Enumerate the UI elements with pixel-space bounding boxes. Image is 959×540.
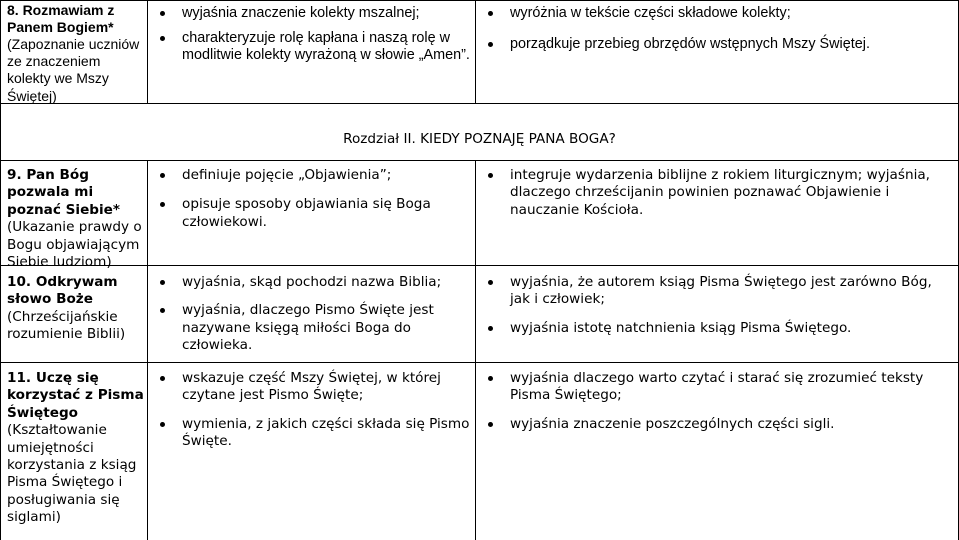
list-item: wyjaśnia, dlaczego Pismo Święte jest nazywane księgą miłości Boga do człowieka. xyxy=(152,302,470,354)
lesson-title: 8. Rozmawiam z Panem Bogiem* xyxy=(7,2,115,35)
list-item: wyjaśnia, że autorem ksiąg Pisma Świętego jest zarówno Bóg, jak i człowiek; xyxy=(480,274,954,309)
list-item: wyjaśnia istotę natchnienia ksiąg Pisma Świętego. xyxy=(480,320,954,337)
row-divider xyxy=(0,362,959,363)
list-item: integruje wydarzenia biblijne z rokiem liturgicznym; wyjaśnia, dlaczego chrześcijanin powinien poznawać Objawienie i nauczanie Kościoła. xyxy=(480,167,954,219)
chapter-heading: Rozdział II. KIEDY POZNAJĘ PANA BOGA? xyxy=(343,131,616,147)
list-item: porządkuje przebieg obrzędów wstępnych Mszy Świętej. xyxy=(480,36,954,53)
extended-requirements-cell xyxy=(480,5,954,53)
column-divider xyxy=(147,160,148,540)
basic-requirements-cell xyxy=(152,274,470,355)
lesson-title-cell xyxy=(0,370,147,527)
list-item: definiuje pojęcie „Objawienia”; xyxy=(152,167,470,184)
lesson-subtitle: (Ukazanie prawdy o Bogu objawiającym Siebie ludziom) xyxy=(7,219,142,271)
list-item: wyróżnia w tekście części składowe kolekty; xyxy=(480,5,954,22)
lesson-title-cell xyxy=(0,274,147,344)
row-divider xyxy=(0,160,959,161)
table-border-top xyxy=(0,0,959,1)
basic-requirements-cell xyxy=(152,370,470,451)
list-item: wyjaśnia znaczenie kolekty mszalnej; xyxy=(152,5,470,22)
list-item: wyjaśnia znaczenie poszczególnych części sigli. xyxy=(480,416,954,433)
column-divider xyxy=(475,0,476,104)
column-divider xyxy=(475,160,476,540)
list-item: wyjaśnia dlaczego warto czytać i starać się zrozumieć teksty Pisma Świętego; xyxy=(480,370,954,405)
list-item: opisuje sposoby objawiania się Boga człowiekowi. xyxy=(152,196,470,231)
extended-requirements-cell xyxy=(480,370,954,433)
list-item: wymienia, z jakich części składa się Pismo Święte. xyxy=(152,416,470,451)
list-item: wyjaśnia, skąd pochodzi nazwa Biblia; xyxy=(152,274,470,291)
basic-requirements-cell xyxy=(152,5,470,64)
list-item: wskazuje część Mszy Świętej, w której czytane jest Pismo Święte; xyxy=(152,370,470,405)
lesson-subtitle: (Kształtowanie umiejętności korzystania z ksiąg Pisma Świętego i posługiwania się siglami) xyxy=(7,422,137,526)
list-item: charakteryzuje rolę kapłana i naszą rolę w modlitwie kolekty wyrażoną w słowie „Amen”. xyxy=(152,30,470,64)
lesson-title-cell xyxy=(0,2,147,105)
lesson-title: 10. Odkrywam słowo Boże xyxy=(7,274,118,308)
lesson-subtitle: (Chrześcijańskie rozumienie Biblii) xyxy=(7,308,126,343)
basic-requirements-cell xyxy=(152,167,470,231)
lesson-title-cell xyxy=(0,167,147,271)
lesson-title: 11. Uczę się korzystać z Pisma Świętego xyxy=(7,370,144,421)
extended-requirements-cell xyxy=(480,274,954,337)
extended-requirements-cell xyxy=(480,167,954,219)
lesson-title: 9. Pan Bóg pozwala mi poznać Siebie* xyxy=(7,167,121,218)
lesson-subtitle: (Zapoznanie uczniów ze znaczeniem kolekty we Mszy Świętej) xyxy=(7,36,140,104)
column-divider xyxy=(147,0,148,104)
